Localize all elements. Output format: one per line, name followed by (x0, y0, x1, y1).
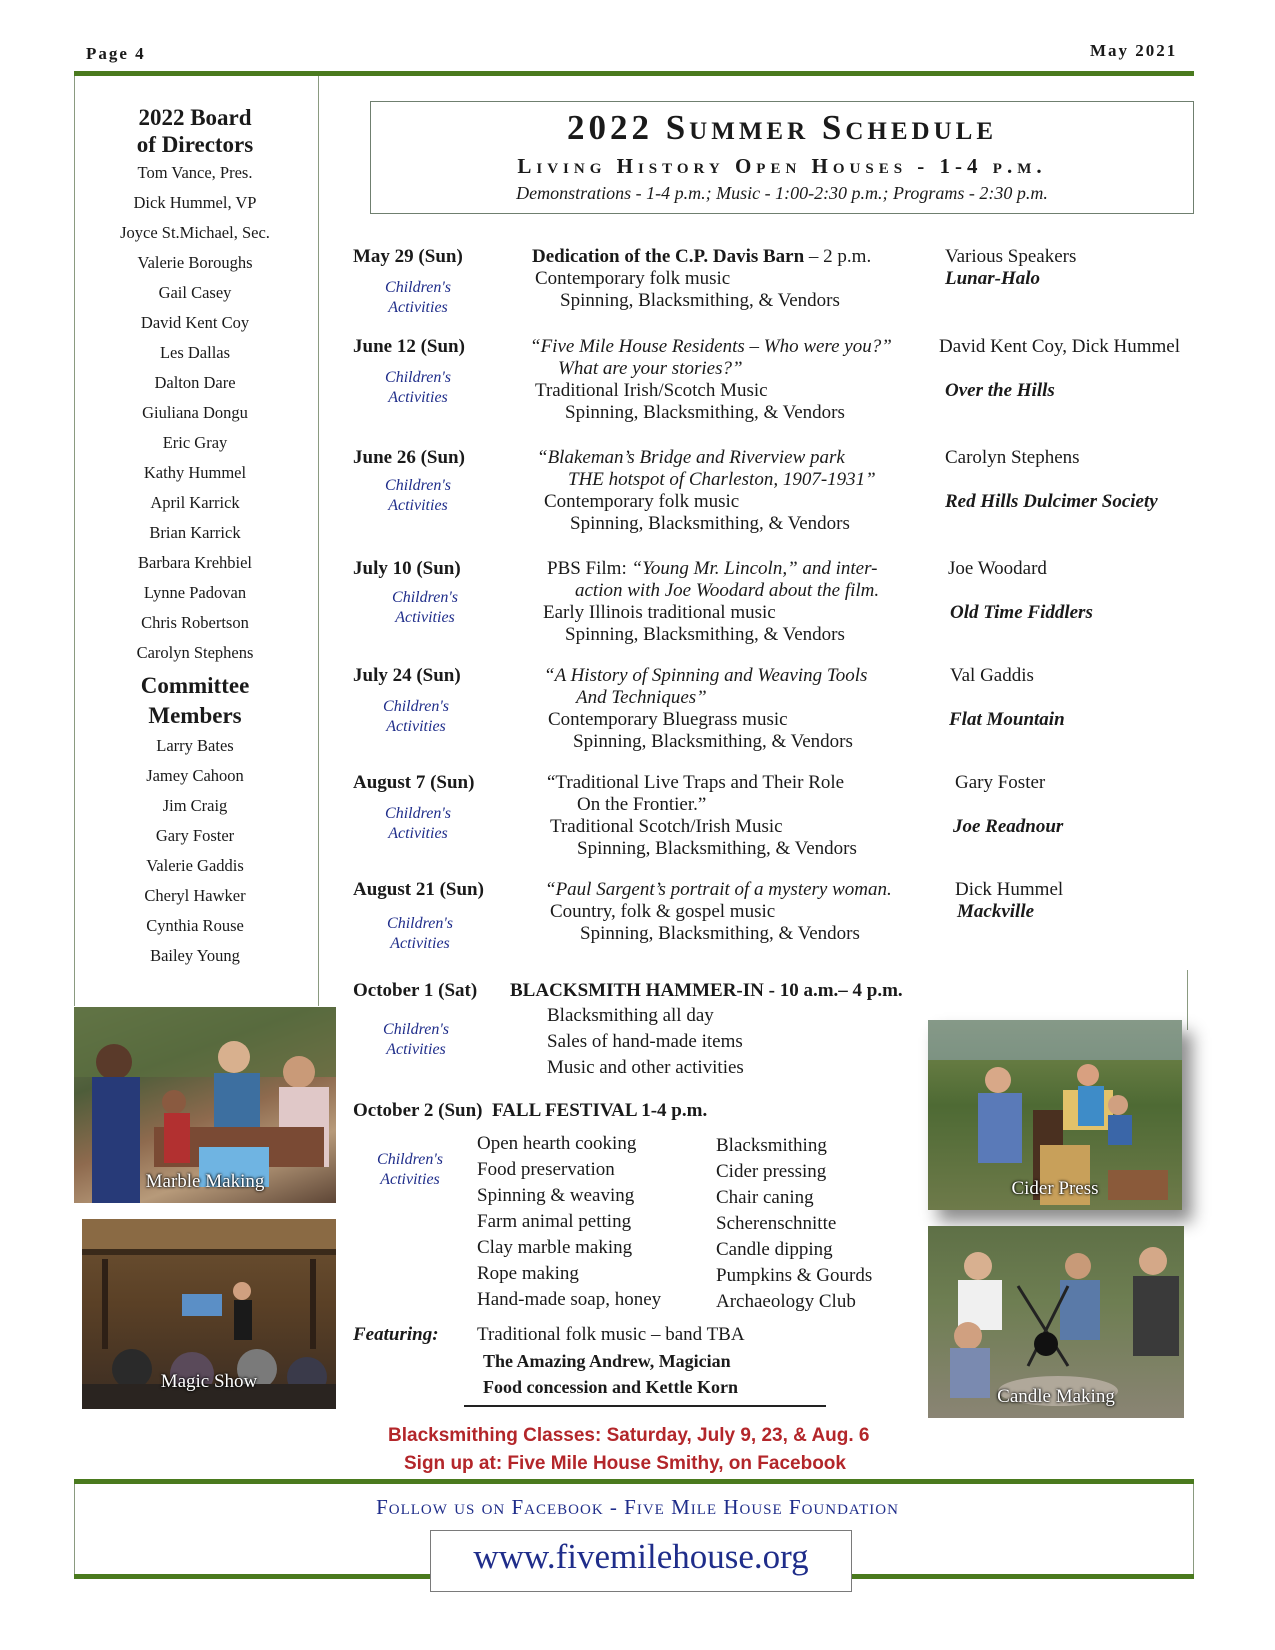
schedule-times: Demonstrations - 1-4 p.m.; Music - 1:00-2:30 p.m.; Programs - 2:30 p.m. (516, 183, 1048, 203)
board-member: April Karrick (150, 493, 240, 512)
committee-member: Jim Craig (162, 796, 228, 815)
event-title: BLACKSMITH HAMMER-IN - 10 a.m.– 4 p.m. (510, 980, 903, 1001)
board-member: Gail Casey (158, 283, 232, 302)
schedule-title: 2022 Summer Schedule (566, 108, 998, 147)
event-demo: Spinning, Blacksmithing, & Vendors (565, 402, 845, 423)
board-member: Dalton Dare (154, 373, 236, 392)
childrens-activities: Children's Activities (383, 698, 449, 735)
event-speaker: Various Speakers (945, 246, 1077, 267)
sidebar-left-border (74, 76, 75, 1006)
oct2-activity: Rope making (477, 1263, 579, 1284)
marble-making-photo (74, 1007, 336, 1203)
follow-facebook-text: Follow us on Facebook - Five Mile House Foundation (376, 1495, 899, 1519)
committee-list (76, 731, 314, 971)
footer-rule-top (74, 1479, 1194, 1484)
event-band: Old Time Fiddlers (950, 602, 1093, 623)
event-date: May 29 (Sun) (353, 246, 463, 267)
committee-member: Larry Bates (156, 736, 234, 755)
sidebar-right-border (318, 76, 319, 1006)
oct1-items (547, 1003, 744, 1081)
featuring-item: The Amazing Andrew, Magician (483, 1351, 731, 1371)
board-title-2: of Directors (136, 132, 254, 157)
childrens-activities: Children's Activities (385, 369, 451, 406)
event-date: June 12 (Sun) (353, 336, 465, 357)
board-member: Giuliana Dongu (142, 403, 248, 422)
candle-making-photo (928, 1226, 1184, 1418)
event-demo: Spinning, Blacksmithing, & Vendors (577, 838, 857, 859)
board-member: Les Dallas (159, 343, 231, 362)
board-member: Eric Gray (162, 433, 228, 452)
board-member: Brian Karrick (149, 523, 241, 542)
event-title-line-1: “Blakeman’s Bridge and Riverview park (537, 447, 845, 468)
event-speaker: Val Gaddis (950, 665, 1034, 686)
event-title-prefix: PBS Film: (547, 558, 632, 579)
event-title (532, 246, 871, 268)
committee-title-2: Members (148, 703, 242, 728)
event-demo: Spinning, Blacksmithing, & Vendors (565, 624, 845, 645)
event-music: Country, folk & gospel music (550, 901, 776, 922)
event-title-line-1: “A History of Spinning and Weaving Tools (544, 665, 868, 686)
event-date: July 24 (Sun) (353, 665, 461, 686)
board-list (76, 158, 314, 668)
event-music: Contemporary folk music (535, 268, 731, 289)
event-title-film: “Young Mr. Lincoln,” and inter- (631, 558, 878, 579)
board-member: Tom Vance, Pres. (137, 163, 253, 182)
oct2-activity-column-2 (716, 1133, 872, 1315)
oct1-item: Music and other activities (547, 1057, 744, 1078)
photo-caption: Marble Making (145, 1171, 265, 1192)
committee-member: Bailey Young (150, 946, 240, 965)
childrens-activities: Children's Activities (383, 1021, 449, 1058)
committee-member: Jamey Cahoon (146, 766, 244, 785)
sidebar (76, 104, 314, 971)
photo-caption: Cider Press (1011, 1178, 1099, 1199)
photo-caption: Candle Making (997, 1386, 1115, 1407)
event-band: Over the Hills (945, 380, 1055, 401)
event-date: October 2 (Sun) (353, 1100, 483, 1121)
oct1-item: Sales of hand-made items (547, 1031, 743, 1052)
event-title-line-2: What are your stories?” (558, 358, 743, 379)
featuring-item: Food concession and Kettle Korn (483, 1377, 738, 1397)
event-title-line-2: THE hotspot of Charleston, 1907-1931” (568, 469, 876, 490)
childrens-activities: Children's Activities (385, 477, 451, 514)
event-title-line-1: “Five Mile House Residents – Who were you?” (530, 336, 892, 357)
right-divider (1187, 970, 1188, 1030)
schedule-title-box (370, 101, 1194, 214)
event-date: July 10 (Sun) (353, 558, 461, 579)
magic-show-photo (82, 1219, 336, 1409)
committee-member: Gary Foster (155, 826, 235, 845)
oct1-item: Blacksmithing all day (547, 1005, 714, 1026)
event-title-time: – 2 p.m. (804, 246, 872, 267)
event-band: Flat Mountain (949, 709, 1065, 730)
board-member: Lynne Padovan (143, 583, 247, 602)
event-speaker: Dick Hummel (955, 879, 1064, 900)
event-title-main: Dedication of the C.P. Davis Barn (532, 246, 805, 267)
schedule-subtitle: Living History Open Houses - 1-4 p.m. (517, 154, 1047, 178)
committee-member: Valerie Gaddis (146, 856, 244, 875)
event-music: Traditional Scotch/Irish Music (550, 816, 783, 837)
childrens-activities: Children's Activities (385, 279, 451, 316)
event-title-line-1: “Traditional Live Traps and Their Role (547, 772, 845, 793)
oct2-activity-column-1 (477, 1131, 661, 1313)
board-title-1: 2022 Board (138, 105, 252, 130)
featuring-label: Featuring: (353, 1324, 439, 1345)
oct2-activity: Chair caning (716, 1187, 814, 1208)
event-band: Red Hills Dulcimer Society (945, 491, 1158, 512)
event-band: Mackville (957, 901, 1035, 922)
event-date: October 1 (Sat) (353, 980, 478, 1001)
childrens-activities: Children's Activities (387, 915, 453, 952)
page-number: Page 4 (86, 44, 146, 63)
featuring-item: Traditional folk music – band TBA (477, 1324, 745, 1345)
oct2-activity: Cider pressing (716, 1161, 827, 1182)
oct2-activity: Archaeology Club (716, 1291, 856, 1312)
committee-member: Cheryl Hawker (144, 886, 246, 905)
issue-date: May 2021 (1090, 41, 1178, 60)
event-title-line-2: And Techniques” (576, 687, 707, 708)
board-member: Barbara Krehbiel (137, 553, 253, 572)
board-member: Dick Hummel, VP (133, 193, 257, 212)
event-speaker: David Kent Coy, Dick Hummel (939, 336, 1180, 357)
event-music: Early Illinois traditional music (543, 602, 776, 623)
event-band: Joe Readnour (953, 816, 1064, 837)
event-demo: Spinning, Blacksmithing, & Vendors (573, 731, 853, 752)
event-speaker: Gary Foster (955, 772, 1046, 793)
board-member: Chris Robertson (141, 613, 249, 632)
board-member: David Kent Coy (140, 313, 250, 332)
oct2-activity: Open hearth cooking (477, 1133, 637, 1154)
event-demo: Spinning, Blacksmithing, & Vendors (570, 513, 850, 534)
event-date: August 7 (Sun) (353, 772, 475, 793)
oct2-activity: Pumpkins & Gourds (716, 1265, 873, 1286)
photo-caption: Magic Show (160, 1371, 258, 1392)
event-band: Lunar-Halo (945, 268, 1041, 289)
oct2-activity: Clay marble making (477, 1237, 633, 1258)
childrens-activities: Children's Activities (377, 1151, 443, 1188)
oct2-activity: Blacksmithing (716, 1135, 827, 1156)
website-link[interactable]: www.fivemilehouse.org (473, 1537, 809, 1576)
classes-line-1: Blacksmithing Classes: Saturday, July 9, 23, & Aug. 6 (388, 1425, 870, 1446)
committee-title-1: Committee (140, 673, 250, 698)
classes-line-2: Sign up at: Five Mile House Smithy, on Facebook (404, 1453, 846, 1474)
event-title: FALL FESTIVAL 1-4 p.m. (491, 1100, 708, 1121)
event-demo: Spinning, Blacksmithing, & Vendors (560, 290, 840, 311)
oct2-activity: Spinning & weaving (477, 1185, 635, 1206)
board-member: Valerie Boroughs (137, 253, 253, 272)
event-music: Contemporary Bluegrass music (548, 709, 788, 730)
childrens-activities: Children's Activities (385, 805, 451, 842)
event-speaker: Joe Woodard (948, 558, 1047, 579)
childrens-activities: Children's Activities (392, 589, 458, 626)
oct2-heading (353, 1100, 707, 1122)
oct2-activity: Farm animal petting (477, 1211, 632, 1232)
event-demo: Spinning, Blacksmithing, & Vendors (580, 923, 860, 944)
event-title-line-2: On the Frontier.” (577, 794, 707, 815)
featuring-underline (464, 1405, 826, 1407)
event-title-line-1: “Paul Sargent’s portrait of a mystery woman. (545, 879, 892, 900)
website-box (430, 1530, 852, 1592)
event-date: June 26 (Sun) (353, 447, 465, 468)
committee-member: Cynthia Rouse (146, 916, 244, 935)
oct2-activity: Food preservation (477, 1159, 615, 1180)
event-speaker: Carolyn Stephens (945, 447, 1080, 468)
event-music: Traditional Irish/Scotch Music (535, 380, 768, 401)
event-title-line-2: action with Joe Woodard about the film. (575, 580, 880, 601)
oct2-activity: Hand-made soap, honey (477, 1289, 662, 1310)
oct2-activity: Scherenschnitte (716, 1213, 837, 1234)
event-title-line-1 (547, 558, 877, 580)
oct2-activity: Candle dipping (716, 1239, 833, 1260)
event-music: Contemporary folk music (544, 491, 740, 512)
cider-press-photo (928, 1020, 1182, 1210)
board-member: Carolyn Stephens (136, 643, 254, 662)
event-date: August 21 (Sun) (353, 879, 484, 900)
top-rule (74, 71, 1194, 76)
board-member: Kathy Hummel (143, 463, 247, 482)
board-member: Joyce St.Michael, Sec. (120, 223, 270, 242)
